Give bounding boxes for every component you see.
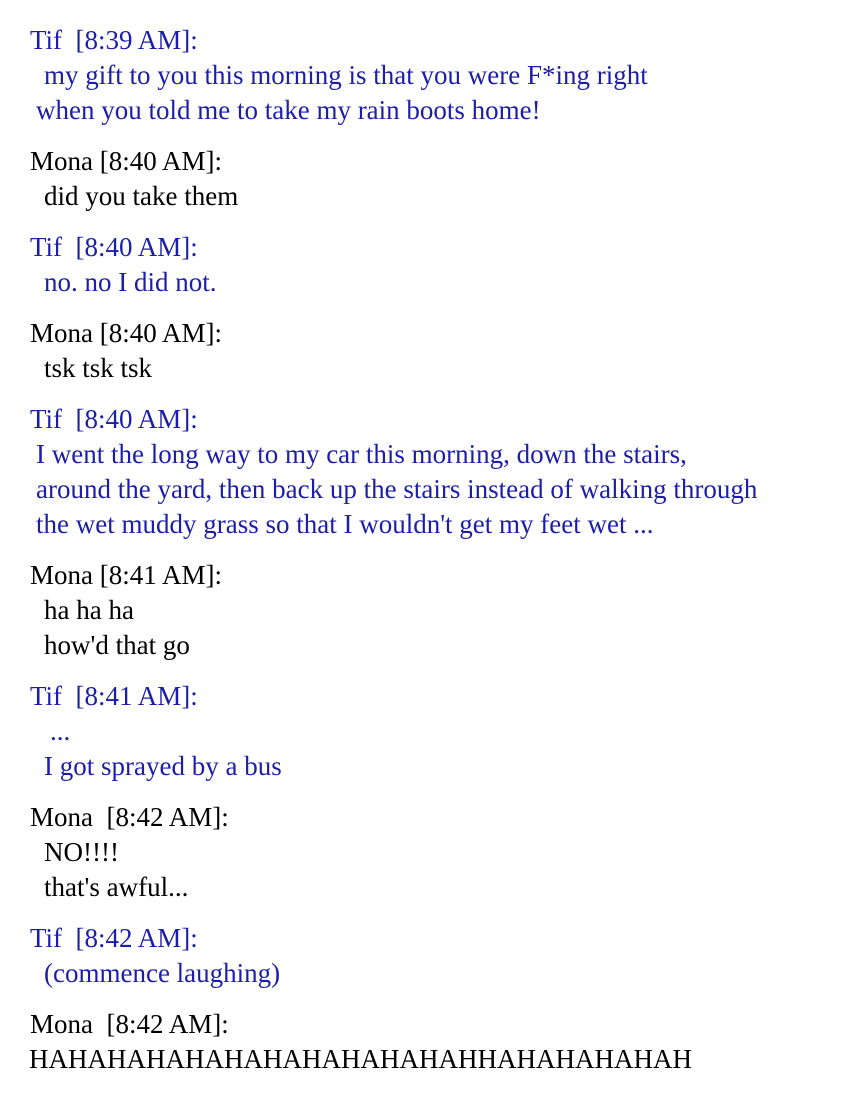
- message-header: Mona [8:40 AM]:: [30, 146, 222, 176]
- message-mona: [0, 144, 865, 214]
- message-line: my gift to you this morning is that you were F*ing right: [44, 60, 648, 90]
- message-line: that's awful...: [44, 872, 189, 902]
- message-mona: [0, 316, 865, 386]
- message-header: Tif [8:40 AM]:: [30, 232, 198, 262]
- message-mona: [0, 558, 865, 663]
- message-mona: [0, 800, 865, 905]
- message-line: the wet muddy grass so that I wouldn't get my feet wet ...: [36, 509, 654, 539]
- message-line: ...: [50, 716, 71, 746]
- message-line: I got sprayed by a bus: [44, 751, 282, 781]
- message-header: Mona [8:41 AM]:: [30, 560, 222, 590]
- message-header: Tif [8:39 AM]:: [30, 25, 198, 55]
- message-line: how'd that go: [44, 630, 190, 660]
- message-tif: [0, 679, 865, 784]
- message-line: I went the long way to my car this morning, down the stairs,: [36, 439, 687, 469]
- message-header: Tif [8:41 AM]:: [30, 681, 198, 711]
- message-header: Tif [8:42 AM]:: [30, 923, 198, 953]
- message-tif: [0, 23, 865, 128]
- message-line: (commence laughing): [44, 958, 281, 988]
- message-line: ha ha ha: [44, 595, 134, 625]
- message-header: Mona [8:40 AM]:: [30, 318, 222, 348]
- message-header: Tif [8:40 AM]:: [30, 404, 198, 434]
- message-header: Mona [8:42 AM]:: [30, 1009, 229, 1039]
- message-tif: [0, 921, 865, 991]
- message-line: no. no I did not.: [44, 267, 217, 297]
- message-header: Mona [8:42 AM]:: [30, 802, 229, 832]
- message-line: did you take them: [44, 181, 239, 211]
- message-mona: [0, 1007, 865, 1077]
- message-tif: [0, 402, 865, 542]
- message-line: around the yard, then back up the stairs instead of walking through: [36, 474, 758, 504]
- message-line: when you told me to take my rain boots home!: [36, 95, 541, 125]
- message-line: NO!!!!: [44, 837, 119, 867]
- message-line: tsk tsk tsk: [44, 353, 153, 383]
- message-line: HAHAHAHAHAHAHAHAHAHAHAHHAHAHAHAHAH: [29, 1044, 692, 1074]
- message-tif: [0, 230, 865, 300]
